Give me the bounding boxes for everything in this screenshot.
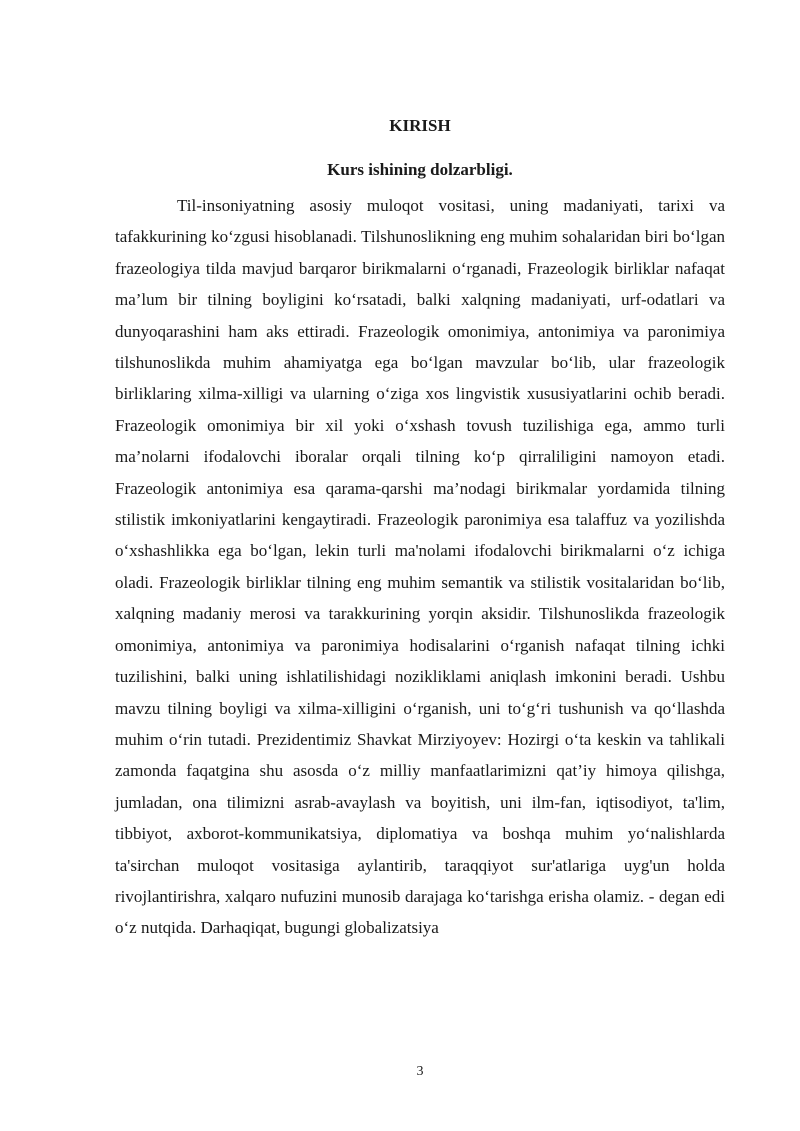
page-number: 3 xyxy=(416,1064,424,1079)
body-paragraph: Til-insoniyatning asosiy muloqot vositasi, uning madaniyati, tarixi va tafakkurining ko‘zgusi hisoblanadi. Tilshunoslikning eng muhim sohalaridan biri bo‘lgan frazeologiya tilda mavjud barqaror birikmalarni o‘rganadi, Frazeologik birliklar nafaqat ma’lum bir tilning boyligini ko‘rsatadi, balki xalqning madaniyati, urf-odatlari va dunyoqarashini ham aks ettiradi. Frazeologik omonimiya, antonimiya va paronimiya tilshunoslikda muhim ahamiyatga ega bo‘lgan mavzular bo‘lib, ular frazeologik birliklaring xilma-xilligi va ularning o‘ziga xos lingvistik xususiyatlarini ochib beradi. Frazeologik omonimiya bir xil yoki o‘xshash tovush tuzilishiga ega, ammo turli ma’nolarni ifodalovchi iboralar orqali tilning ko‘p qirraliligini namoyon etadi. Frazeologik antonimiya esa qarama-qarshi ma’nodagi birikmalar yordamida tilning stilistik imkoniyatlarini kengaytiradi. Frazeologik paronimiya esa talaffuz va yozilishda o‘xshashlikka ega bo‘lgan, lekin turli ma'nolami ifodalovchi birikmalarni o‘z ichiga oladi. Frazeologik birliklar tilning eng muhim semantik va stilistik vositalaridan bo‘lib, xalqning madaniy merosi va tarakkurining yorqin aksidir. Tilshunoslikda frazeologik omonimiya, antonimiya va paronimiya hodisalarini o‘rganish nafaqat tilning ichki tuzilishini, balki uning ishlatilishidagi nozikliklami aniqlash imkonini beradi. Ushbu mavzu tilning boyligi va xilma-xilligini o‘rganish, uni to‘g‘ri tushunish va qo‘llashda muhim o‘rin tutadi. Prezidentimiz Shavkat Mirziyoyev: Hozirgi o‘ta keskin va tahlikali zamonda faqatgina shu asosda o‘z milliy manfaatlarimizni qat’iy himoya qilishga, jumladan, ona tilimizni asrab-avaylash va boyitish, uni ilm-fan, iqtisodiyot, ta'lim, tibbiyot, axborot-kommunikatsiya, diplomatiya va boshqa muhim yo‘nalishlarda ta'sirchan muloqot vositasiga aylantirib, taraqqiyot sur'atlariga uyg'un holda rivojlantirishra, xalqaro nufuzini munosib darajaga ko‘tarishga erisha olamiz. - degan edi o‘z nutqida. Darhaqiqat, bugungi globalizatsiya xyxy=(115,196,725,938)
section-subtitle: Kurs ishining dolzarbligi. xyxy=(327,160,513,179)
page-title: KIRISH xyxy=(389,116,451,135)
